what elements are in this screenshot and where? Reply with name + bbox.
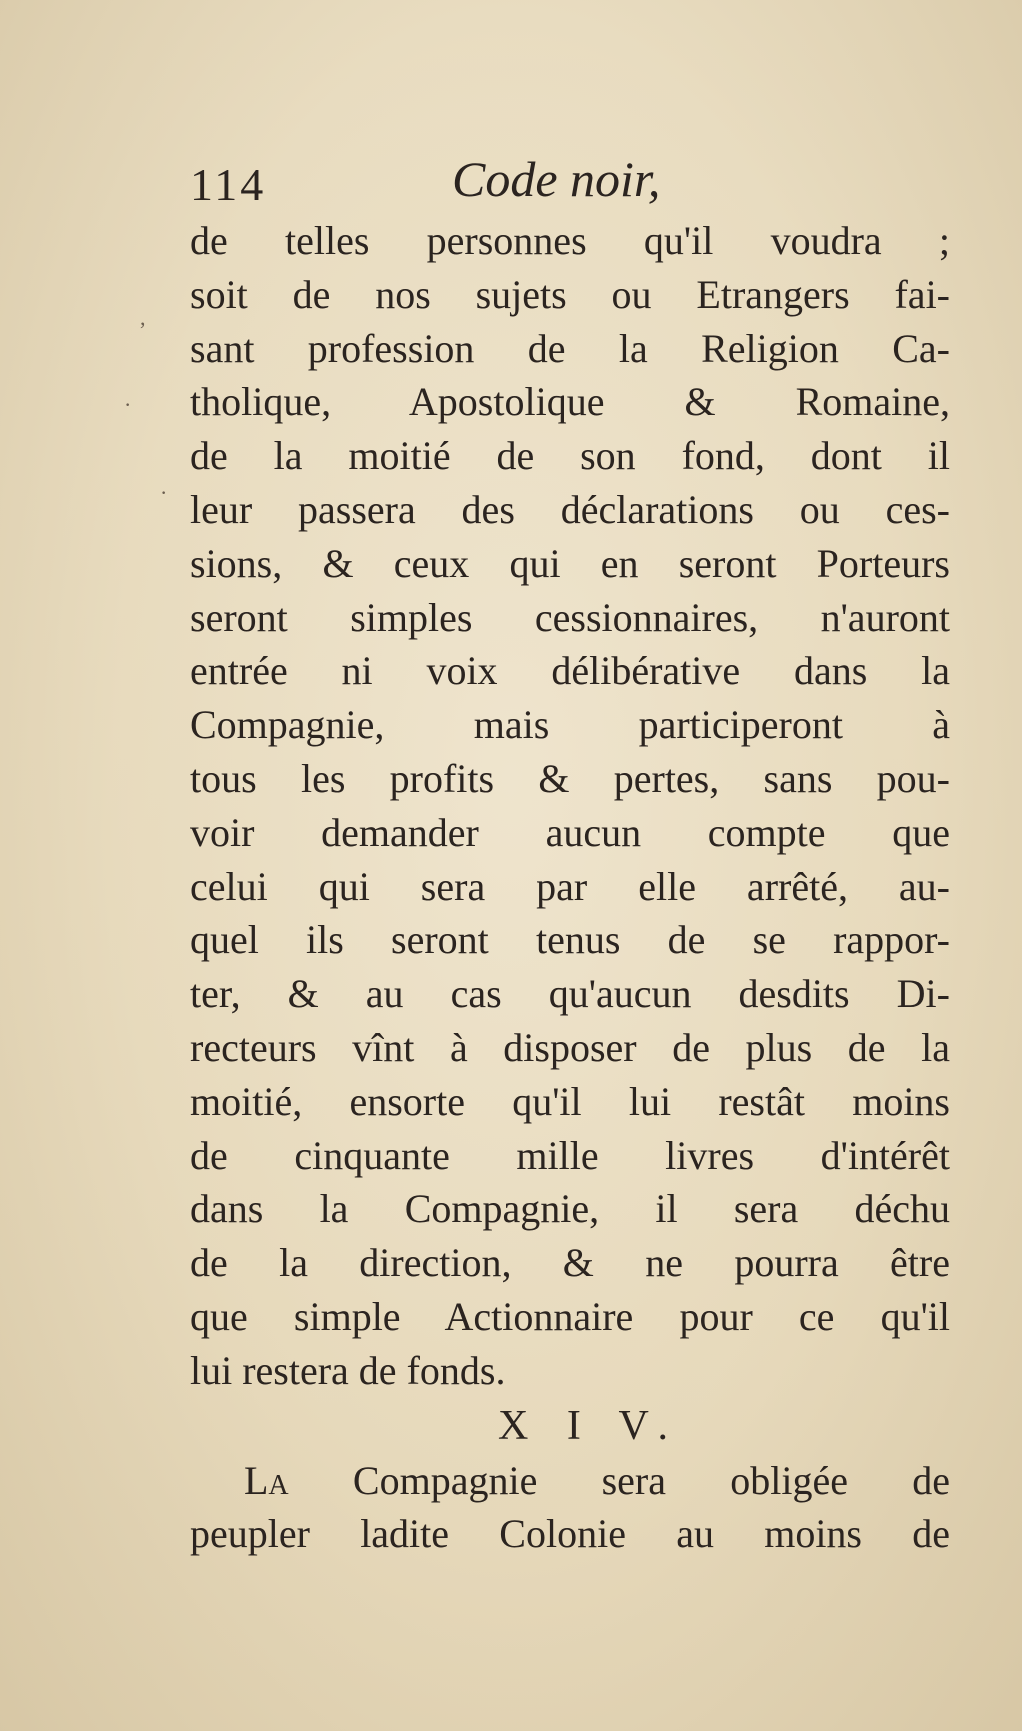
text-line: dans la Compagnie, il sera déchu <box>190 1186 950 1232</box>
section-first-line <box>190 1454 950 1508</box>
text-line: Compagnie, mais participeront à <box>190 702 950 748</box>
running-title: Code noir, <box>452 151 661 207</box>
text-line: recteurs vînt à disposer de plus de la <box>190 1024 950 1070</box>
text-line: celui qui sera par elle arrêté, au- <box>190 863 950 909</box>
text-line: de la direction, & ne pourra être <box>190 1240 950 1286</box>
margin-mark: , <box>140 305 146 330</box>
section-number: X I V. <box>498 1402 682 1449</box>
text-line: de telles personnes qu'il voudra ; <box>190 218 950 263</box>
text-line: lui restera de fonds. <box>190 1347 506 1393</box>
section-paragraph <box>190 1454 950 1562</box>
running-header <box>190 150 950 214</box>
text-line: voir demander aucun compte que <box>190 809 950 855</box>
text-line: ter, & au cas qu'aucun desdits Di- <box>190 971 950 1017</box>
section-first-word: La <box>244 1457 289 1503</box>
text-line: sant profession de la Religion Ca- <box>190 325 950 371</box>
text-line: soit de nos sujets ou Etrangers fai- <box>190 271 950 317</box>
margin-dot: · <box>160 480 168 505</box>
text-line: peupler ladite Colonie au moins de <box>190 1511 950 1557</box>
text-line: de la moitié de son fond, dont il <box>190 433 950 479</box>
text-line: de cinquante mille livres d'intérêt <box>190 1132 950 1178</box>
page-number: 114 <box>190 159 267 210</box>
text-line: leur passera des déclarations ou ces- <box>190 486 950 532</box>
text-line: sions, & ceux qui en seront Porteurs <box>190 540 950 586</box>
text-line: tholique, Apostolique & Romaine, <box>190 379 950 425</box>
text-line: Compagnie sera obligée de <box>352 1457 951 1503</box>
text-line: seront simples cessionnaires, n'auront <box>190 594 950 640</box>
text-line: quel ils seront tenus de se rappor- <box>190 917 950 963</box>
margin-dot: · <box>124 392 132 417</box>
body-paragraph <box>190 214 950 1398</box>
text-line: moitié, ensorte qu'il lui restât moins <box>190 1078 950 1124</box>
text-line: que simple Actionnaire pour ce qu'il <box>190 1293 950 1339</box>
text-line: entrée ni voix délibérative dans la <box>190 648 950 694</box>
text-line: tous les profits & pertes, sans pou- <box>190 755 950 801</box>
page-text <box>190 150 950 1561</box>
